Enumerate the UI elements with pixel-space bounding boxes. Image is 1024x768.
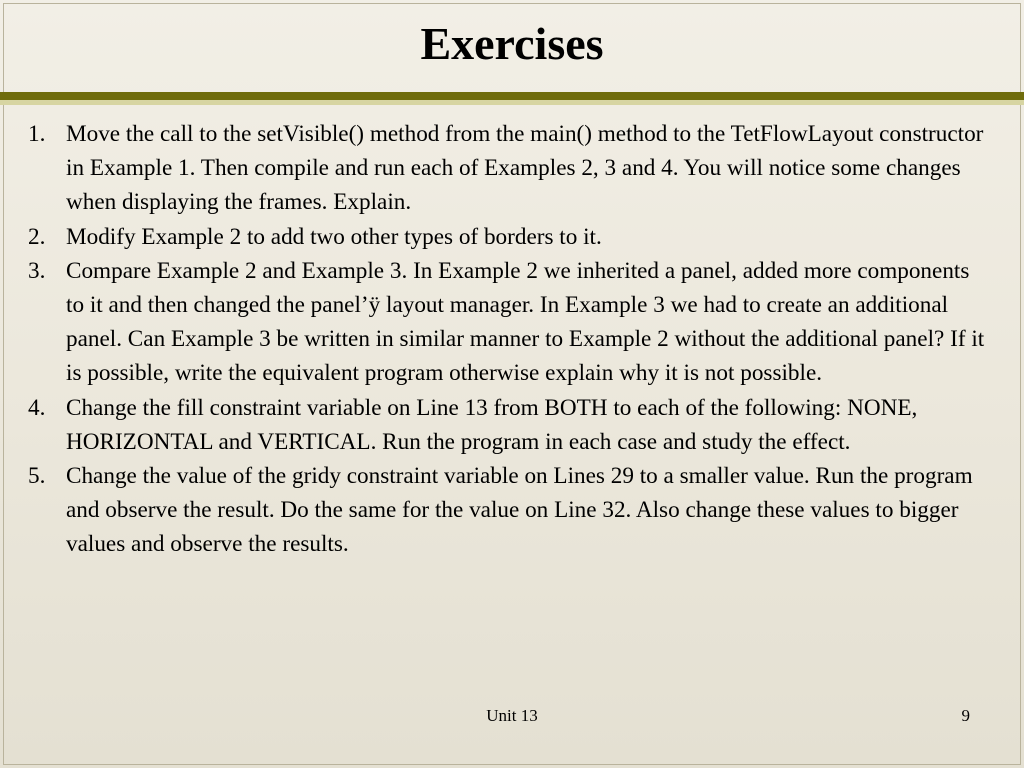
exercise-number: 2. xyxy=(28,223,46,250)
exercise-item xyxy=(28,220,988,254)
title-divider-highlight xyxy=(0,100,1024,105)
title-divider xyxy=(0,92,1024,100)
exercise-number: 4. xyxy=(28,394,46,421)
exercise-list xyxy=(28,117,988,562)
footer-unit-label: Unit 13 xyxy=(486,706,538,725)
exercise-text: Change the fill constraint variable on Line 13 from BOTH to each of the following: NONE, HORIZONTAL and VERTICAL. Run the program in each case and study the effect. xyxy=(66,394,918,455)
exercise-number: 5. xyxy=(28,463,46,490)
exercise-item xyxy=(28,117,988,220)
exercise-item xyxy=(28,459,988,562)
exercise-text: Move the call to the setVisible() method from the main() method to the TetFlowLayout constructor in Example 1. Then compile and run each of Examples 2, 3 and 4. You will notice some changes when displaying the frames. Explain. xyxy=(66,121,984,216)
exercise-number: 3. xyxy=(28,257,46,284)
exercise-text: Compare Example 2 and Example 3. In Example 2 we inherited a panel, added more components to it and then changed the panel’ÿ layout manager. In Example 3 we had to create an additional panel. Can Example 3 be written in similar manner to Example 2 without the additional panel? If it is possible, write the equivalent program otherwise explain why it is not possible. xyxy=(66,257,985,387)
exercise-item xyxy=(28,254,988,391)
exercise-text: Modify Example 2 to add two other types of borders to it. xyxy=(66,223,602,250)
exercise-number: 1. xyxy=(28,121,46,147)
exercise-item xyxy=(28,391,988,459)
slide-title: Exercises xyxy=(420,18,604,69)
footer-page-number: 9 xyxy=(961,706,970,725)
exercise-text: Change the value of the gridy constraint variable on Lines 29 to a smaller value. Run the program and observe the result. Do the same for the value on Line 32. Also change these values to bigger values and observe the results. xyxy=(66,463,973,558)
